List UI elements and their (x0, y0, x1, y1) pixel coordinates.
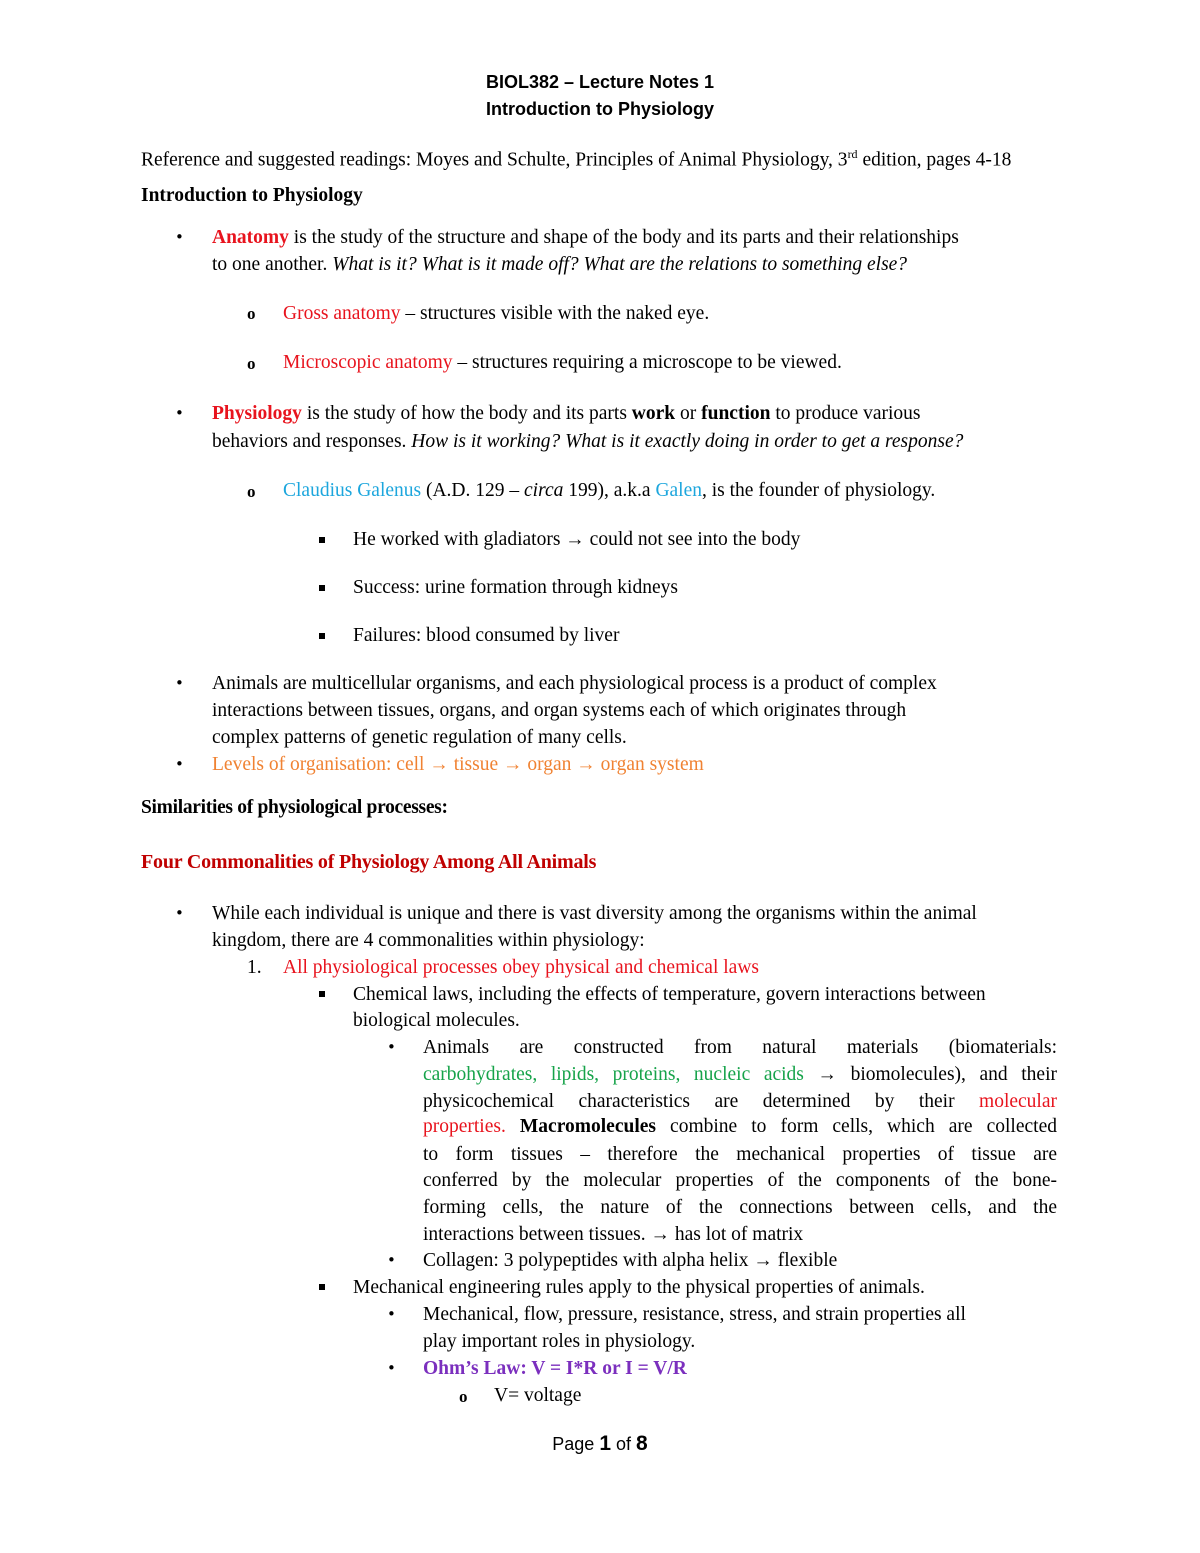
biomaterials-line-3: physicochemical characteristics are determined by their molecular (423, 1091, 1057, 1112)
biomaterials-line-8: interactions between tissues. → has lot of matrix (423, 1224, 804, 1245)
hollow-bullet-icon: o (459, 1387, 468, 1406)
document-subtitle: Introduction to Physiology (486, 99, 714, 119)
intro-line-1: While each individual is unique and there is vast diversity among the organisms within the animal (212, 903, 977, 924)
biomaterials-line-5: to form tissues – therefore the mechanical properties of tissue are (423, 1144, 1057, 1165)
arrow-icon: → (503, 754, 523, 775)
bullet-icon: • (387, 1359, 396, 1377)
biomaterials-line-1: Animals are constructed from natural materials (biomaterials: (423, 1037, 1057, 1058)
animals-line-1: Animals are multicellular organisms, and each physiological process is a product of complex (212, 673, 937, 694)
bullet-icon: • (175, 674, 184, 692)
arrow-icon: → (753, 1250, 773, 1271)
biomaterials-line-2: carbohydrates, lipids, proteins, nucleic acids → biomolecules), and their (423, 1064, 1057, 1085)
section-heading-intro: Introduction to Physiology (141, 185, 363, 206)
anatomy-line-2: to one another. What is it? What is it made off? What are the relations to something else? (212, 254, 908, 275)
mechanical-line: Mechanical engineering rules apply to the physical properties of animals. (353, 1277, 925, 1298)
levels-line: Levels of organisation: cell → tissue → organ → organ system (212, 754, 704, 775)
gross-anatomy-line: Gross anatomy – structures visible with the naked eye. (283, 303, 710, 324)
voltage-line: V= voltage (494, 1385, 582, 1406)
page-total: 8 (636, 1432, 648, 1455)
success-line: Success: urine formation through kidneys (353, 577, 678, 598)
section-heading-similarities: Similarities of physiological processes: (141, 797, 448, 818)
bullet-icon: • (175, 755, 184, 773)
square-bullet-icon (319, 991, 325, 997)
arrow-icon: → (429, 754, 449, 775)
bullet-icon: • (175, 228, 184, 246)
chemical-laws-line-2: biological molecules. (353, 1010, 520, 1031)
bullet-icon: • (175, 404, 184, 422)
section-heading-commonalities: Four Commonalities of Physiology Among All Animals (141, 851, 597, 873)
arrow-icon: → (650, 1224, 670, 1245)
animals-line-2: interactions between tissues, organs, and organ systems each of which originates through (212, 700, 907, 721)
reference-line: Reference and suggested readings: Moyes and Schulte, Principles of Animal Physiology, 3rd edition, pages 4-18 (141, 147, 1012, 171)
hollow-bullet-icon: o (247, 354, 256, 373)
physiology-line-1: Physiology is the study of how the body and its parts work or function to produce various (212, 403, 921, 424)
microscopic-anatomy-line: Microscopic anatomy – structures requiring a microscope to be viewed. (283, 352, 842, 373)
physiology-term: Physiology (212, 403, 302, 424)
chemical-laws-line-1: Chemical laws, including the effects of temperature, govern interactions between (353, 984, 986, 1005)
mechanical-sub-line-2: play important roles in physiology. (423, 1331, 696, 1352)
square-bullet-icon (319, 1284, 325, 1290)
biomaterials-line-7: forming cells, the nature of the connections between cells, and the (423, 1197, 1057, 1218)
biomaterials-line-4: properties. Macromolecules combine to form cells, which are collected (423, 1116, 1057, 1137)
biomaterials-line-6: conferred by the molecular properties of the components of the bone- (423, 1170, 1057, 1191)
square-bullet-icon (319, 537, 325, 543)
bullet-icon: • (387, 1251, 396, 1269)
commonality-1: All physiological processes obey physical and chemical laws (283, 957, 759, 978)
hollow-bullet-icon: o (247, 482, 256, 501)
failures-line: Failures: blood consumed by liver (353, 625, 620, 646)
document-title: BIOL382 – Lecture Notes 1 (485, 72, 715, 92)
collagen-line: Collagen: 3 polypeptides with alpha helix → flexible (423, 1250, 838, 1271)
list-number: 1. (247, 957, 262, 978)
page-footer: Page 1 of 8 (552, 1432, 648, 1455)
bullet-icon: • (175, 904, 184, 922)
bullet-icon: • (387, 1305, 396, 1323)
arrow-icon: → (817, 1064, 837, 1085)
hollow-bullet-icon: o (247, 304, 256, 323)
gladiators-line: He worked with gladiators → could not see into the body (353, 529, 801, 550)
anatomy-term: Anatomy (212, 227, 289, 248)
page-number: 1 (599, 1432, 612, 1455)
ohms-law-line: Ohm’s Law: V = I*R or I = V/R (423, 1358, 687, 1379)
galen-line: Claudius Galenus (A.D. 129 – circa 199), a.k.a Galen, is the founder of physiology. (283, 480, 936, 501)
square-bullet-icon (319, 585, 325, 591)
bullet-icon: • (387, 1038, 396, 1056)
anatomy-line-1: Anatomy is the study of the structure and shape of the body and its parts and their relationships (212, 227, 959, 248)
intro-line-2: kingdom, there are 4 commonalities within physiology: (212, 930, 645, 951)
arrow-icon: → (565, 529, 585, 550)
animals-line-3: complex patterns of genetic regulation of many cells. (212, 727, 627, 748)
square-bullet-icon (319, 633, 325, 639)
physiology-line-2: behaviors and responses. How is it working? What is it exactly doing in order to get a response? (212, 431, 964, 452)
superscript: rd (847, 147, 858, 161)
mechanical-sub-line-1: Mechanical, flow, pressure, resistance, stress, and strain properties all (423, 1304, 966, 1325)
arrow-icon: → (576, 754, 596, 775)
